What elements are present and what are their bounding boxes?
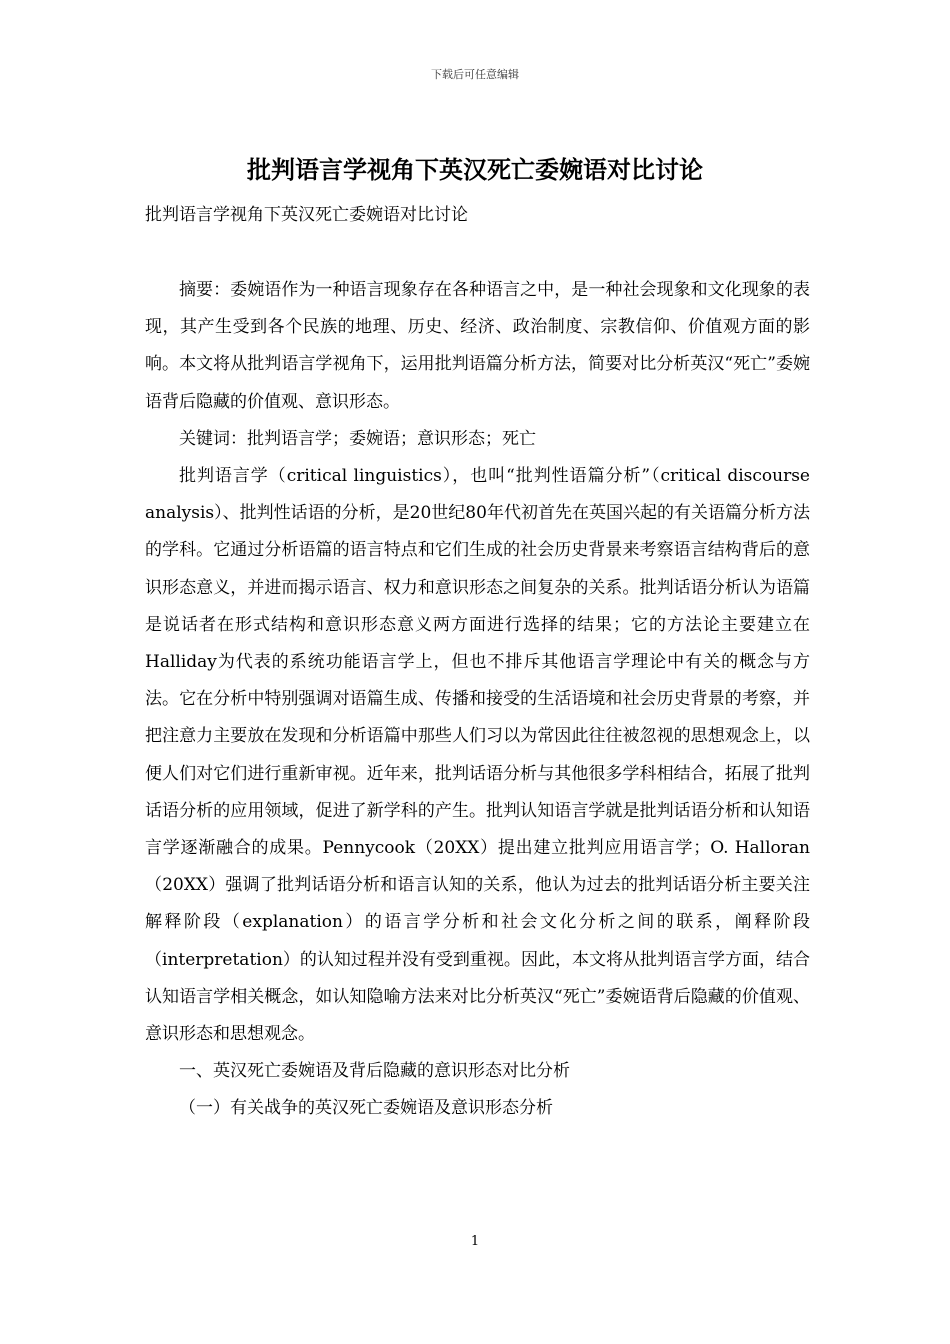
- section-heading: 一、英汉死亡委婉语及背后隐藏的意识形态对比分析: [179, 1061, 570, 1082]
- document-subtitle: 批判语言学视角下英汉死亡委婉语对比讨论: [145, 205, 468, 225]
- document-title: 批判语言学视角下英汉死亡委婉语对比讨论: [247, 156, 703, 184]
- subsection-heading: （一）有关战争的英汉死亡委婉语及意识形态分析: [179, 1098, 553, 1119]
- abstract-paragraph: 摘要：委婉语作为一种语言现象存在各种语言之中，是一种社会现象和文化现象的表现，其产生受到各个民族的地理、历史、经济、政治制度、宗教信仰、价值观方面的影响。本文将从批判语言学视角下，运用批判语篇分析方法，简要对比分析英汉“死亡”委婉语背后隐藏的价值观、意识形态。: [145, 280, 810, 412]
- keywords-paragraph: 关键词：批判语言学；委婉语；意识形态；死亡: [179, 428, 536, 449]
- page-header-note: 下载后可任意编辑: [431, 68, 519, 81]
- intro-paragraph: 批判语言学（critical linguistics），也叫“批判性语篇分析”（critical discourse analysis）、批判性话语的分析，是20世纪80年代初首先在英国兴起的有关语篇分析方法的学科。它通过分析语篇的语言特点和它们生成的社会历史背景来考察语言结构背后的意识形态意义，并进而揭示语言、权力和意识形态之间复杂的关系。批判话语分析认为语篇是说话者在形式结构和意识形态意义两方面进行选择的结果；它的方法论主要建立在Halliday为代表的系统功能语言学上，但也不排斥其他语言学理论中有关的概念与方法。它在分析中特别强调对语篇生成、传播和接受的生活语境和社会历史背景的考察，并把注意力主要放在发现和分析语篇中那些人们习以为常因此往往被忽视的思想观念上，以便人们对它们进行重新审视。近年来，批判话语分析与其他很多学科相结合，拓展了批判话语分析的应用领域，促进了新学科的产生。批判认知语言学就是批判话语分析和认知语言学逐渐融合的成果。Pennycook（20XX）提出建立批判应用语言学；O. Halloran（20XX）强调了批判话语分析和语言认知的关系，他认为过去的批判话语分析主要关注解释阶段（explanation）的语言学分析和社会文化分析之间的联系，阐释阶段（interpretation）的认知过程并没有受到重视。因此，本文将从批判语言学方面，结合认知语言学相关概念，如认知隐喻方法来对比分析英汉“死亡”委婉语背后隐藏的价值观、意识形态和思想观念。: [145, 466, 810, 1045]
- document-body: [145, 272, 810, 1128]
- page-number: 1: [470, 1234, 480, 1249]
